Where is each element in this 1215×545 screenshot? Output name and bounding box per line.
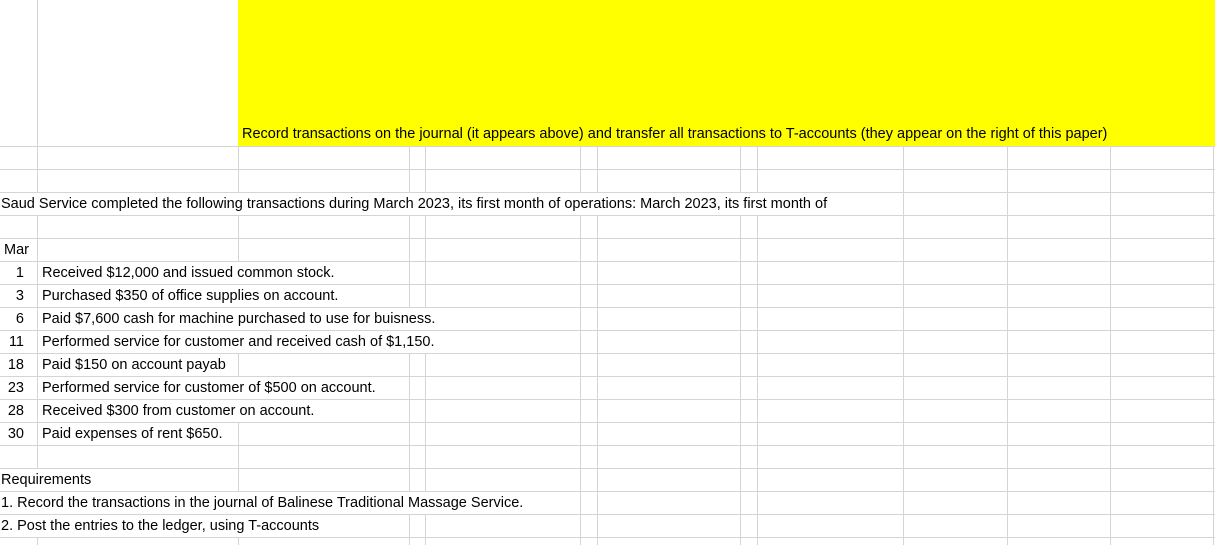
transaction-day-cell[interactable]: 23 [7, 380, 24, 396]
transaction-text-cell[interactable]: Performed service for customer of $500 on account. [42, 377, 378, 399]
row-gridline [0, 238, 1215, 239]
transaction-day-cell[interactable]: 30 [7, 426, 24, 442]
transaction-text-cell[interactable]: Paid expenses of rent $650. [42, 423, 225, 445]
intro-cell[interactable]: Saud Service completed the following transactions during March 2023, its first month of operations: March 2023, its first month of [1, 193, 829, 215]
transaction-text-cell[interactable]: Paid $7,600 cash for machine purchased to use for buisness. [42, 308, 437, 330]
requirement-item-cell[interactable]: 1. Record the transactions in the journal of Balinese Traditional Massage Service. [1, 492, 525, 514]
instruction-cell[interactable]: Record transactions on the journal (it appears above) and transfer all transactions to T-accounts (they appear on the right of this paper) [242, 126, 1108, 142]
transaction-text-cell[interactable]: Performed service for customer and received cash of $1,150. [42, 331, 437, 353]
transaction-text-cell[interactable]: Purchased $350 of office supplies on account. [42, 285, 340, 307]
transaction-day-cell[interactable]: 6 [15, 311, 24, 327]
row-gridline [0, 537, 1215, 538]
column-gridline [37, 0, 38, 545]
transaction-day-cell[interactable]: 3 [15, 288, 24, 304]
transaction-text-cell[interactable]: Received $12,000 and issued common stock. [42, 262, 337, 284]
transaction-text-cell[interactable]: Received $300 from customer on account. [42, 400, 316, 422]
row-gridline [0, 468, 1215, 469]
transaction-day-cell[interactable]: 11 [8, 334, 24, 350]
transaction-day-cell[interactable]: 1 [15, 265, 24, 281]
column-gridline [903, 146, 904, 545]
column-gridline [1110, 146, 1111, 545]
transaction-text-cell[interactable]: Paid $150 on account payab [42, 354, 228, 376]
column-gridline [1213, 146, 1214, 545]
row-gridline [0, 215, 1215, 216]
requirements-heading-cell[interactable]: Requirements [1, 469, 93, 491]
column-gridline [1007, 146, 1008, 545]
row-gridline [0, 146, 1215, 147]
requirement-item-cell[interactable]: 2. Post the entries to the ledger, using T-accounts [1, 515, 321, 537]
row-gridline [0, 445, 1215, 446]
month-label-cell[interactable]: Mar [4, 242, 29, 258]
transaction-day-cell[interactable]: 28 [7, 403, 24, 419]
transaction-day-cell[interactable]: 18 [7, 357, 24, 373]
row-gridline [0, 169, 1215, 170]
